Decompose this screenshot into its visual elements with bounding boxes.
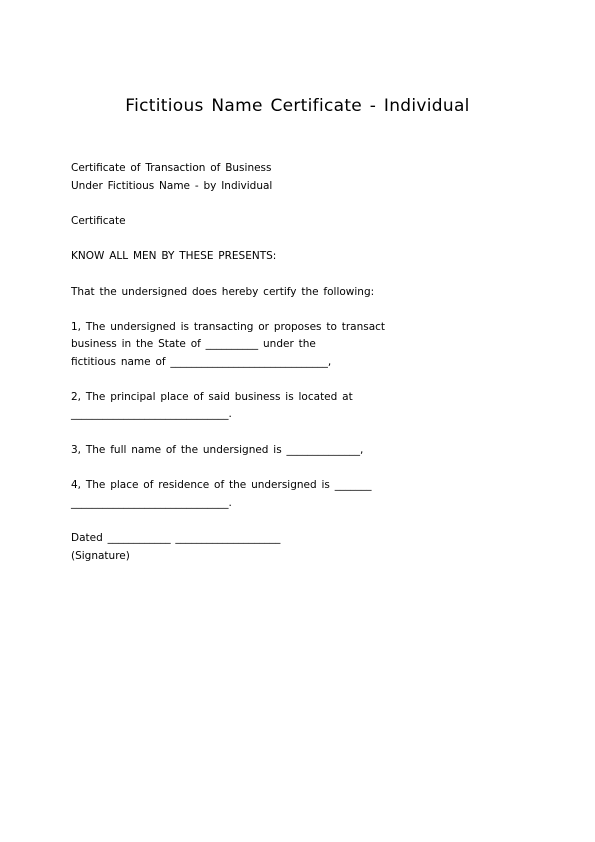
certify-line: That the undersigned does hereby certify the following:: [71, 286, 375, 298]
document-title: Fictitious Name Certificate - Individual: [125, 96, 470, 116]
item-1-line-3: fictitious name of ______________________________,: [71, 356, 332, 368]
signature-label: (Signature): [71, 550, 130, 562]
item-1-line-2: business in the State of __________ under the: [71, 338, 316, 350]
subtitle-line-1: Certificate of Transaction of Business: [71, 162, 272, 174]
certificate-heading: Certificate: [71, 215, 126, 227]
item-4-line-1: 4, The place of residence of the undersigned is _______: [71, 479, 372, 491]
item-2-line-2: ______________________________.: [71, 408, 232, 420]
item-3-line-1: 3, The full name of the undersigned is ______________,: [71, 444, 364, 456]
presents-line: KNOW ALL MEN BY THESE PRESENTS:: [71, 250, 277, 262]
item-1-line-1: 1, The undersigned is transacting or proposes to transact: [71, 321, 386, 333]
item-2-line-1: 2, The principal place of said business is located at: [71, 391, 353, 403]
subtitle-line-2: Under Fictitious Name - by Individual: [71, 180, 273, 192]
item-4-line-2: ______________________________.: [71, 497, 232, 509]
dated-line: Dated ____________ ____________________: [71, 532, 281, 544]
